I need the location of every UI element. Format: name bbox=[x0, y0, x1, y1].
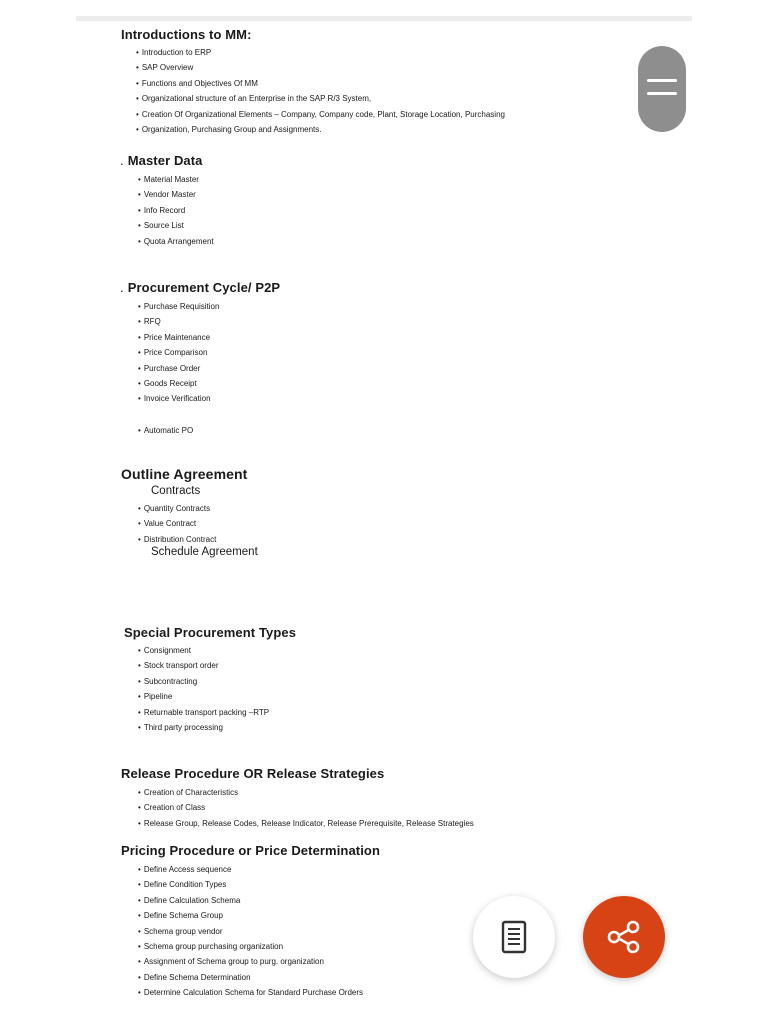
list-item: • Schema group vendor bbox=[138, 924, 363, 939]
list-item: • Release Group, Release Codes, Release Indicator, Release Prerequisite, Release Strategies bbox=[138, 816, 474, 831]
subheading-schedule-agreement: Schedule Agreement bbox=[151, 546, 258, 558]
release-procedure-list bbox=[138, 785, 474, 831]
section-heading-intro-mm: Introductions to MM: bbox=[121, 27, 252, 42]
list-item: • Value Contract bbox=[138, 516, 216, 531]
document-view-button[interactable] bbox=[473, 896, 555, 978]
master-data-list bbox=[138, 172, 214, 249]
list-item: • Creation Of Organizational Elements – Company, Company code, Plant, Storage Location, Purchasing bbox=[136, 107, 505, 122]
list-item: • Define Calculation Schema bbox=[138, 893, 363, 908]
share-button[interactable] bbox=[583, 896, 665, 978]
hamburger-menu-icon bbox=[647, 92, 677, 95]
list-item: • Assignment of Schema group to purg. organization bbox=[138, 954, 363, 969]
contracts-list bbox=[138, 501, 216, 547]
list-item: • Purchase Requisition bbox=[138, 299, 219, 314]
list-item: • Organizational structure of an Enterprise in the SAP R/3 System, bbox=[136, 91, 505, 106]
procurement-cycle-extra-list bbox=[138, 423, 193, 438]
list-item: • RFQ bbox=[138, 314, 219, 329]
section-heading-release-procedure: Release Procedure OR Release Strategies bbox=[121, 766, 385, 781]
list-item: • Quota Arrangement bbox=[138, 234, 214, 249]
list-item: • Determine Calculation Schema for Standard Purchase Orders bbox=[138, 985, 363, 1000]
list-item: • Info Record bbox=[138, 203, 214, 218]
section-heading-master-data: . Master Data bbox=[120, 153, 203, 168]
list-item: • Functions and Objectives Of MM bbox=[136, 76, 505, 91]
list-item: • Schema group purchasing organization bbox=[138, 939, 363, 954]
list-item: • Returnable transport packing –RTP bbox=[138, 705, 269, 720]
section-heading-procurement-cycle: . Procurement Cycle/ P2P bbox=[120, 280, 281, 295]
list-item: • Define Schema Determination bbox=[138, 970, 363, 985]
special-procurement-list bbox=[138, 643, 269, 735]
section-heading-outline-agreement: Outline Agreement bbox=[121, 466, 248, 482]
list-item: • Subcontracting bbox=[138, 674, 269, 689]
list-item: • Material Master bbox=[138, 172, 214, 187]
list-item: • Source List bbox=[138, 218, 214, 233]
list-item: • Consignment bbox=[138, 643, 269, 658]
share-icon bbox=[604, 917, 644, 957]
list-item: • Quantity Contracts bbox=[138, 501, 216, 516]
list-item: • Vendor Master bbox=[138, 187, 214, 202]
list-item: • Purchase Order bbox=[138, 361, 219, 376]
list-item: • SAP Overview bbox=[136, 60, 505, 75]
list-item: • Price Maintenance bbox=[138, 330, 219, 345]
list-item: • Stock transport order bbox=[138, 658, 269, 673]
list-item: • Define Schema Group bbox=[138, 908, 363, 923]
list-item: • Price Comparison bbox=[138, 345, 219, 360]
section-heading-pricing-procedure: Pricing Procedure or Price Determination bbox=[121, 843, 381, 858]
hamburger-menu-icon bbox=[647, 79, 677, 82]
list-item: • Define Access sequence bbox=[138, 862, 363, 877]
list-item: • Third party processing bbox=[138, 720, 269, 735]
list-item: • Creation of Class bbox=[138, 800, 474, 815]
list-item: • Distribution Contract bbox=[138, 532, 216, 547]
list-item: • Define Condition Types bbox=[138, 877, 363, 892]
list-item: • Automatic PO bbox=[138, 423, 193, 438]
pricing-procedure-list bbox=[138, 862, 363, 1001]
document-icon bbox=[501, 920, 527, 954]
list-item: • Introduction to ERP bbox=[136, 45, 505, 60]
subheading-contracts: Contracts bbox=[151, 485, 201, 497]
list-item: • Creation of Characteristics bbox=[138, 785, 474, 800]
list-item: • Pipeline bbox=[138, 689, 269, 704]
menu-button[interactable] bbox=[638, 46, 686, 132]
section-heading-special-procurement: Special Procurement Types bbox=[124, 625, 297, 640]
list-item: • Invoice Verification bbox=[138, 391, 219, 406]
intro-mm-list bbox=[136, 45, 505, 137]
procurement-cycle-list bbox=[138, 299, 219, 407]
list-item: • Goods Receipt bbox=[138, 376, 219, 391]
list-item: • Organization, Purchasing Group and Assignments. bbox=[136, 122, 505, 137]
